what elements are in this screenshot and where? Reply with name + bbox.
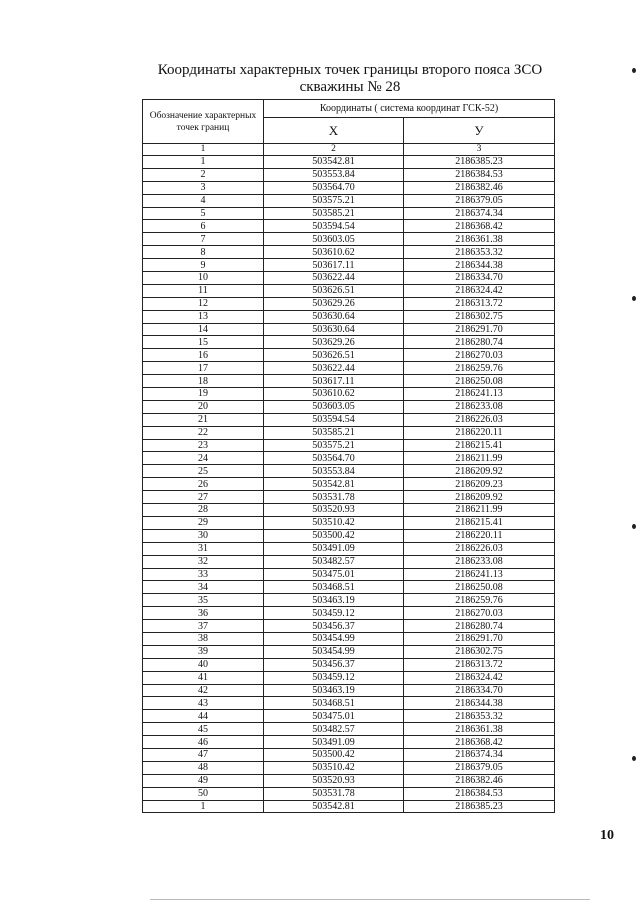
column-number-1: 1: [143, 144, 264, 156]
table-row: [143, 388, 555, 401]
table-row: [143, 375, 555, 388]
header-y: У: [404, 118, 555, 144]
point-number-cell: 28: [143, 504, 264, 517]
x-coordinate-cell: 503622.44: [264, 272, 404, 285]
y-coordinate-cell: 2186368.42: [404, 736, 555, 749]
x-coordinate-cell: 503459.12: [264, 671, 404, 684]
y-coordinate-cell: 2186280.74: [404, 336, 555, 349]
column-number-3: 3: [404, 144, 555, 156]
point-number-cell: 47: [143, 748, 264, 761]
table-row: [143, 710, 555, 723]
x-coordinate-cell: 503468.51: [264, 697, 404, 710]
table-body: [143, 156, 555, 813]
y-coordinate-cell: 2186313.72: [404, 297, 555, 310]
table-row: [143, 233, 555, 246]
x-coordinate-cell: 503542.81: [264, 478, 404, 491]
x-coordinate-cell: 503575.21: [264, 439, 404, 452]
y-coordinate-cell: 2186384.53: [404, 168, 555, 181]
title-line-1: Координаты характерных точек границы второго пояса ЗСО: [157, 62, 543, 78]
table-row: [143, 658, 555, 671]
y-coordinate-cell: 2186368.42: [404, 220, 555, 233]
point-number-cell: 2: [143, 168, 264, 181]
y-coordinate-cell: 2186324.42: [404, 671, 555, 684]
point-number-cell: 32: [143, 555, 264, 568]
y-coordinate-cell: 2186379.05: [404, 761, 555, 774]
table-row: [143, 272, 555, 285]
point-number-cell: 4: [143, 194, 264, 207]
table-row: [143, 181, 555, 194]
x-coordinate-cell: 503482.57: [264, 555, 404, 568]
y-coordinate-cell: 2186241.13: [404, 568, 555, 581]
y-coordinate-cell: 2186241.13: [404, 388, 555, 401]
y-coordinate-cell: 2186250.08: [404, 581, 555, 594]
table-row: [143, 774, 555, 787]
table-row: [143, 349, 555, 362]
table-row: [143, 478, 555, 491]
table-row: [143, 336, 555, 349]
point-number-cell: 21: [143, 413, 264, 426]
y-coordinate-cell: 2186226.03: [404, 542, 555, 555]
table-row: [143, 168, 555, 181]
point-number-cell: 36: [143, 607, 264, 620]
x-coordinate-cell: 503468.51: [264, 581, 404, 594]
scan-dot: [632, 756, 636, 761]
x-coordinate-cell: 503630.64: [264, 310, 404, 323]
header-point-designation: Обозначение характерных точек границ: [143, 100, 264, 144]
table-row: [143, 246, 555, 259]
table-row: [143, 529, 555, 542]
x-coordinate-cell: 503456.37: [264, 658, 404, 671]
point-number-cell: 19: [143, 388, 264, 401]
point-number-cell: 46: [143, 736, 264, 749]
point-number-cell: 1: [143, 156, 264, 169]
y-coordinate-cell: 2186280.74: [404, 620, 555, 633]
table-row: [143, 787, 555, 800]
point-number-cell: 18: [143, 375, 264, 388]
x-coordinate-cell: 503510.42: [264, 516, 404, 529]
point-number-cell: 8: [143, 246, 264, 259]
x-coordinate-cell: 503564.70: [264, 181, 404, 194]
table-row: [143, 581, 555, 594]
y-coordinate-cell: 2186344.38: [404, 259, 555, 272]
point-number-cell: 5: [143, 207, 264, 220]
y-coordinate-cell: 2186233.08: [404, 555, 555, 568]
point-number-cell: 48: [143, 761, 264, 774]
header-x: X: [264, 118, 404, 144]
table-row: [143, 310, 555, 323]
table-row: [143, 684, 555, 697]
x-coordinate-cell: 503500.42: [264, 748, 404, 761]
y-coordinate-cell: 2186215.41: [404, 439, 555, 452]
table-row: [143, 362, 555, 375]
table-row: [143, 645, 555, 658]
y-coordinate-cell: 2186385.23: [404, 156, 555, 169]
point-number-cell: 29: [143, 516, 264, 529]
table-row: [143, 800, 555, 813]
point-number-cell: 39: [143, 645, 264, 658]
y-coordinate-cell: 2186215.41: [404, 516, 555, 529]
point-number-cell: 40: [143, 658, 264, 671]
x-coordinate-cell: 503626.51: [264, 284, 404, 297]
x-coordinate-cell: 503617.11: [264, 375, 404, 388]
point-number-cell: 3: [143, 181, 264, 194]
column-number-2: 2: [264, 144, 404, 156]
table-row: [143, 555, 555, 568]
table-row: [143, 620, 555, 633]
table-row: [143, 761, 555, 774]
point-number-cell: 1: [143, 800, 264, 813]
y-coordinate-cell: 2186220.11: [404, 529, 555, 542]
y-coordinate-cell: 2186361.38: [404, 233, 555, 246]
y-coordinate-cell: 2186259.76: [404, 594, 555, 607]
point-number-cell: 15: [143, 336, 264, 349]
page-number: 10: [600, 828, 614, 843]
table-row: [143, 504, 555, 517]
table-row: [143, 465, 555, 478]
table-row: [143, 297, 555, 310]
table-row: [143, 452, 555, 465]
table-row: [143, 736, 555, 749]
point-number-cell: 44: [143, 710, 264, 723]
point-number-cell: 7: [143, 233, 264, 246]
point-number-cell: 6: [143, 220, 264, 233]
x-coordinate-cell: 503603.05: [264, 233, 404, 246]
y-coordinate-cell: 2186226.03: [404, 413, 555, 426]
x-coordinate-cell: 503531.78: [264, 787, 404, 800]
point-number-cell: 27: [143, 491, 264, 504]
point-number-cell: 43: [143, 697, 264, 710]
x-coordinate-cell: 503610.62: [264, 246, 404, 259]
point-number-cell: 16: [143, 349, 264, 362]
y-coordinate-cell: 2186353.32: [404, 246, 555, 259]
x-coordinate-cell: 503617.11: [264, 259, 404, 272]
y-coordinate-cell: 2186379.05: [404, 194, 555, 207]
table-row: [143, 413, 555, 426]
table-row: [143, 723, 555, 736]
y-coordinate-cell: 2186353.32: [404, 710, 555, 723]
scan-dot: [632, 524, 636, 529]
table-row: [143, 259, 555, 272]
coordinates-table: [142, 99, 555, 813]
y-coordinate-cell: 2186250.08: [404, 375, 555, 388]
y-coordinate-cell: 2186233.08: [404, 400, 555, 413]
x-coordinate-cell: 503626.51: [264, 349, 404, 362]
table-row: [143, 542, 555, 555]
point-number-cell: 41: [143, 671, 264, 684]
y-coordinate-cell: 2186334.70: [404, 272, 555, 285]
scan-dot: [632, 296, 636, 301]
x-coordinate-cell: 503456.37: [264, 620, 404, 633]
table-row: [143, 426, 555, 439]
point-number-cell: 30: [143, 529, 264, 542]
y-coordinate-cell: 2186291.70: [404, 323, 555, 336]
x-coordinate-cell: 503463.19: [264, 684, 404, 697]
point-number-cell: 50: [143, 787, 264, 800]
x-coordinate-cell: 503454.99: [264, 632, 404, 645]
y-coordinate-cell: 2186324.42: [404, 284, 555, 297]
y-coordinate-cell: 2186270.03: [404, 607, 555, 620]
y-coordinate-cell: 2186313.72: [404, 658, 555, 671]
table-row: [143, 594, 555, 607]
x-coordinate-cell: 503629.26: [264, 336, 404, 349]
x-coordinate-cell: 503610.62: [264, 388, 404, 401]
table-row: [143, 439, 555, 452]
table-row: [143, 400, 555, 413]
x-coordinate-cell: 503520.93: [264, 504, 404, 517]
x-coordinate-cell: 503491.09: [264, 736, 404, 749]
point-number-cell: 13: [143, 310, 264, 323]
y-coordinate-cell: 2186209.92: [404, 491, 555, 504]
x-coordinate-cell: 503629.26: [264, 297, 404, 310]
y-coordinate-cell: 2186374.34: [404, 748, 555, 761]
table-row: [143, 323, 555, 336]
table-row: [143, 671, 555, 684]
y-coordinate-cell: 2186270.03: [404, 349, 555, 362]
x-coordinate-cell: 503553.84: [264, 168, 404, 181]
x-coordinate-cell: 503564.70: [264, 452, 404, 465]
table-row: [143, 697, 555, 710]
y-coordinate-cell: 2186259.76: [404, 362, 555, 375]
document-title: [140, 62, 560, 96]
point-number-cell: 33: [143, 568, 264, 581]
point-number-cell: 10: [143, 272, 264, 285]
point-number-cell: 37: [143, 620, 264, 633]
x-coordinate-cell: 503585.21: [264, 426, 404, 439]
y-coordinate-cell: 2186302.75: [404, 645, 555, 658]
table-row: [143, 194, 555, 207]
y-coordinate-cell: 2186382.46: [404, 181, 555, 194]
table-row: [143, 568, 555, 581]
point-number-cell: 45: [143, 723, 264, 736]
title-line-2: скважины № 28: [299, 79, 401, 95]
y-coordinate-cell: 2186374.34: [404, 207, 555, 220]
point-number-cell: 14: [143, 323, 264, 336]
table-row: [143, 207, 555, 220]
x-coordinate-cell: 503542.81: [264, 800, 404, 813]
point-number-cell: 24: [143, 452, 264, 465]
table-row: [143, 156, 555, 169]
x-coordinate-cell: 503475.01: [264, 568, 404, 581]
y-coordinate-cell: 2186382.46: [404, 774, 555, 787]
point-number-cell: 12: [143, 297, 264, 310]
y-coordinate-cell: 2186384.53: [404, 787, 555, 800]
y-coordinate-cell: 2186361.38: [404, 723, 555, 736]
x-coordinate-cell: 503500.42: [264, 529, 404, 542]
x-coordinate-cell: 503482.57: [264, 723, 404, 736]
point-number-cell: 11: [143, 284, 264, 297]
y-coordinate-cell: 2186291.70: [404, 632, 555, 645]
x-coordinate-cell: 503603.05: [264, 400, 404, 413]
x-coordinate-cell: 503575.21: [264, 194, 404, 207]
point-number-cell: 25: [143, 465, 264, 478]
table-row: [143, 491, 555, 504]
scan-dot: [632, 68, 636, 73]
y-coordinate-cell: 2186344.38: [404, 697, 555, 710]
point-number-cell: 31: [143, 542, 264, 555]
y-coordinate-cell: 2186211.99: [404, 452, 555, 465]
x-coordinate-cell: 503542.81: [264, 156, 404, 169]
x-coordinate-cell: 503531.78: [264, 491, 404, 504]
y-coordinate-cell: 2186220.11: [404, 426, 555, 439]
y-coordinate-cell: 2186209.23: [404, 478, 555, 491]
x-coordinate-cell: 503454.99: [264, 645, 404, 658]
point-number-cell: 35: [143, 594, 264, 607]
table-row: [143, 607, 555, 620]
point-number-cell: 20: [143, 400, 264, 413]
x-coordinate-cell: 503459.12: [264, 607, 404, 620]
point-number-cell: 17: [143, 362, 264, 375]
point-number-cell: 42: [143, 684, 264, 697]
scan-artifact-line: [150, 899, 590, 900]
x-coordinate-cell: 503585.21: [264, 207, 404, 220]
point-number-cell: 49: [143, 774, 264, 787]
table-row: [143, 284, 555, 297]
point-number-cell: 26: [143, 478, 264, 491]
x-coordinate-cell: 503630.64: [264, 323, 404, 336]
point-number-cell: 34: [143, 581, 264, 594]
table-row: [143, 220, 555, 233]
table-row: [143, 516, 555, 529]
point-number-cell: 23: [143, 439, 264, 452]
x-coordinate-cell: 503463.19: [264, 594, 404, 607]
x-coordinate-cell: 503475.01: [264, 710, 404, 723]
x-coordinate-cell: 503622.44: [264, 362, 404, 375]
x-coordinate-cell: 503594.54: [264, 220, 404, 233]
x-coordinate-cell: 503491.09: [264, 542, 404, 555]
x-coordinate-cell: 503520.93: [264, 774, 404, 787]
y-coordinate-cell: 2186209.92: [404, 465, 555, 478]
x-coordinate-cell: 503594.54: [264, 413, 404, 426]
table-row: [143, 632, 555, 645]
point-number-cell: 9: [143, 259, 264, 272]
y-coordinate-cell: 2186302.75: [404, 310, 555, 323]
point-number-cell: 38: [143, 632, 264, 645]
point-number-cell: 22: [143, 426, 264, 439]
x-coordinate-cell: 503510.42: [264, 761, 404, 774]
table-row: [143, 748, 555, 761]
y-coordinate-cell: 2186334.70: [404, 684, 555, 697]
header-coordinates: Координаты ( система координат ГСК-52): [264, 100, 555, 118]
y-coordinate-cell: 2186385.23: [404, 800, 555, 813]
x-coordinate-cell: 503553.84: [264, 465, 404, 478]
y-coordinate-cell: 2186211.99: [404, 504, 555, 517]
